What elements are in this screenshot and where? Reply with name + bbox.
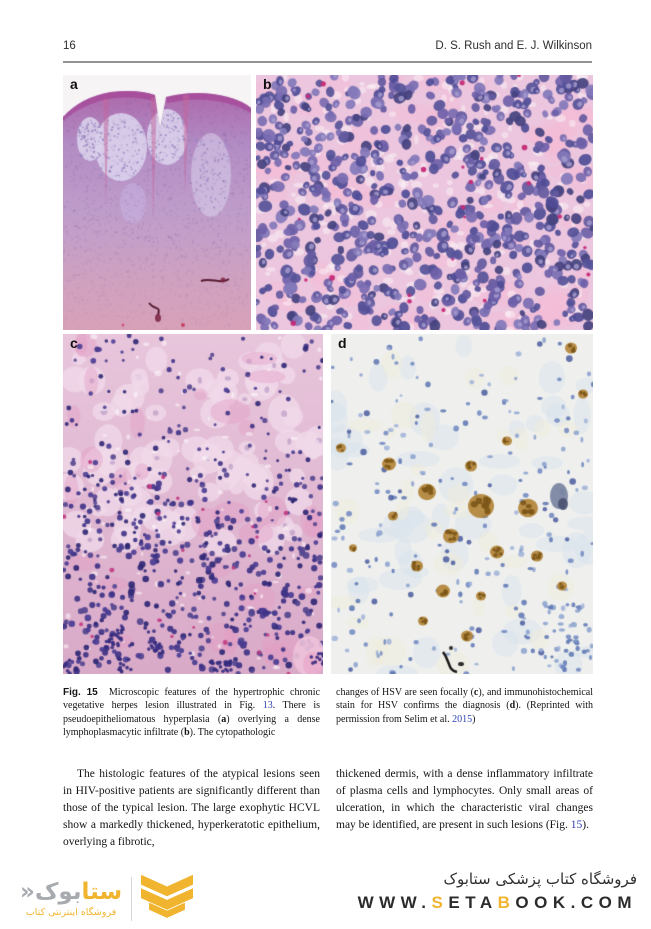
caption-column-left: Fig. 15 Microscopic features of the hypertrophic chronic vegetative herpes lesion illustrated in Fig. 13. There is pseudoepitheliomatous hyperplasia (a) overlying a dense lymphoplasmacytic infiltrate (b). The cytopathologic [63,687,320,739]
panel-label-a: a [70,76,78,92]
histology-image-d [331,334,593,674]
figure-panel-c [63,334,323,674]
watermark-footer [0,866,651,929]
wordmark-yellow-part: ستا [81,878,123,905]
header-rule [63,61,592,63]
url-accent-s: S [431,892,449,912]
caption-bold-b: b [184,727,190,739]
body-text [63,766,593,851]
caption-bold-c: c [473,687,479,698]
fig13-link[interactable]: 13 [262,700,273,712]
fig15-link[interactable]: 15 [570,819,583,831]
logo-tagline: فروشگاه اینترنتی کتاب [25,906,117,918]
caption-bold-d: d [509,700,516,712]
footer-shop-line: فروشگاه کتاب پزشکی ستابوک [443,870,637,888]
year-2015-link[interactable]: 2015 [452,713,473,725]
authors: D. S. Rush and E. J. Wilkinson [435,40,592,52]
chevrons-icon [141,874,193,924]
figure-panel-b [256,75,593,330]
panel-label-d: d [338,335,347,351]
histology-image-a [63,75,251,330]
footer-right-block [358,870,637,913]
figure-caption [63,686,593,740]
url-accent-b: B [497,892,516,912]
page-number: 16 [63,40,76,52]
histology-image-b [256,75,593,330]
body-column-right: thickened dermis, with a dense inflammatory infiltrate of plasma cells and lymphocytes. Only small areas of ulceration, in which the characteristic viral changes may be identified, are present in such lesions (Fig. 15). [336,768,593,831]
setabook-logo [20,874,193,924]
logo-divider [131,877,132,921]
caption-text-right: changes of HSV are seen focally ( [336,687,474,698]
page-header [63,40,592,52]
figure-panel-a [63,75,251,330]
histology-image-c [63,334,323,674]
figure-caption-label: Fig. 15 [63,687,98,698]
caption-column-right: changes of HSV are seen focally (c), and immunohistochemical stain for HSV confirms the diagnosis (d). (Reprinted with permission from Selim et al. 2015) [336,687,594,725]
panel-label-c: c [70,335,78,351]
figure-panel-d [331,334,593,674]
caption-bold-a: a [221,713,227,725]
footer-url: WWW.SETABOOK.COM [357,892,637,912]
figure-block [63,75,593,674]
logo-wordmark [20,878,123,918]
caption-text: Microscopic features of the hypertrophic chronic vegetative herpes lesion illustrated in Fig. [63,687,320,712]
wordmark-gray-part: بوک [34,878,82,905]
panel-label-b: b [263,76,272,92]
guillemet-icon: « [20,878,35,905]
body-column-left: The histologic features of the atypical lesions seen in HIV-positive patients are significantly different than those of the typical lesion. The large exophytic HCVL show a markedly thickened, hyperkeratotic epithelium, overlying a fibrotic, [63,768,320,848]
